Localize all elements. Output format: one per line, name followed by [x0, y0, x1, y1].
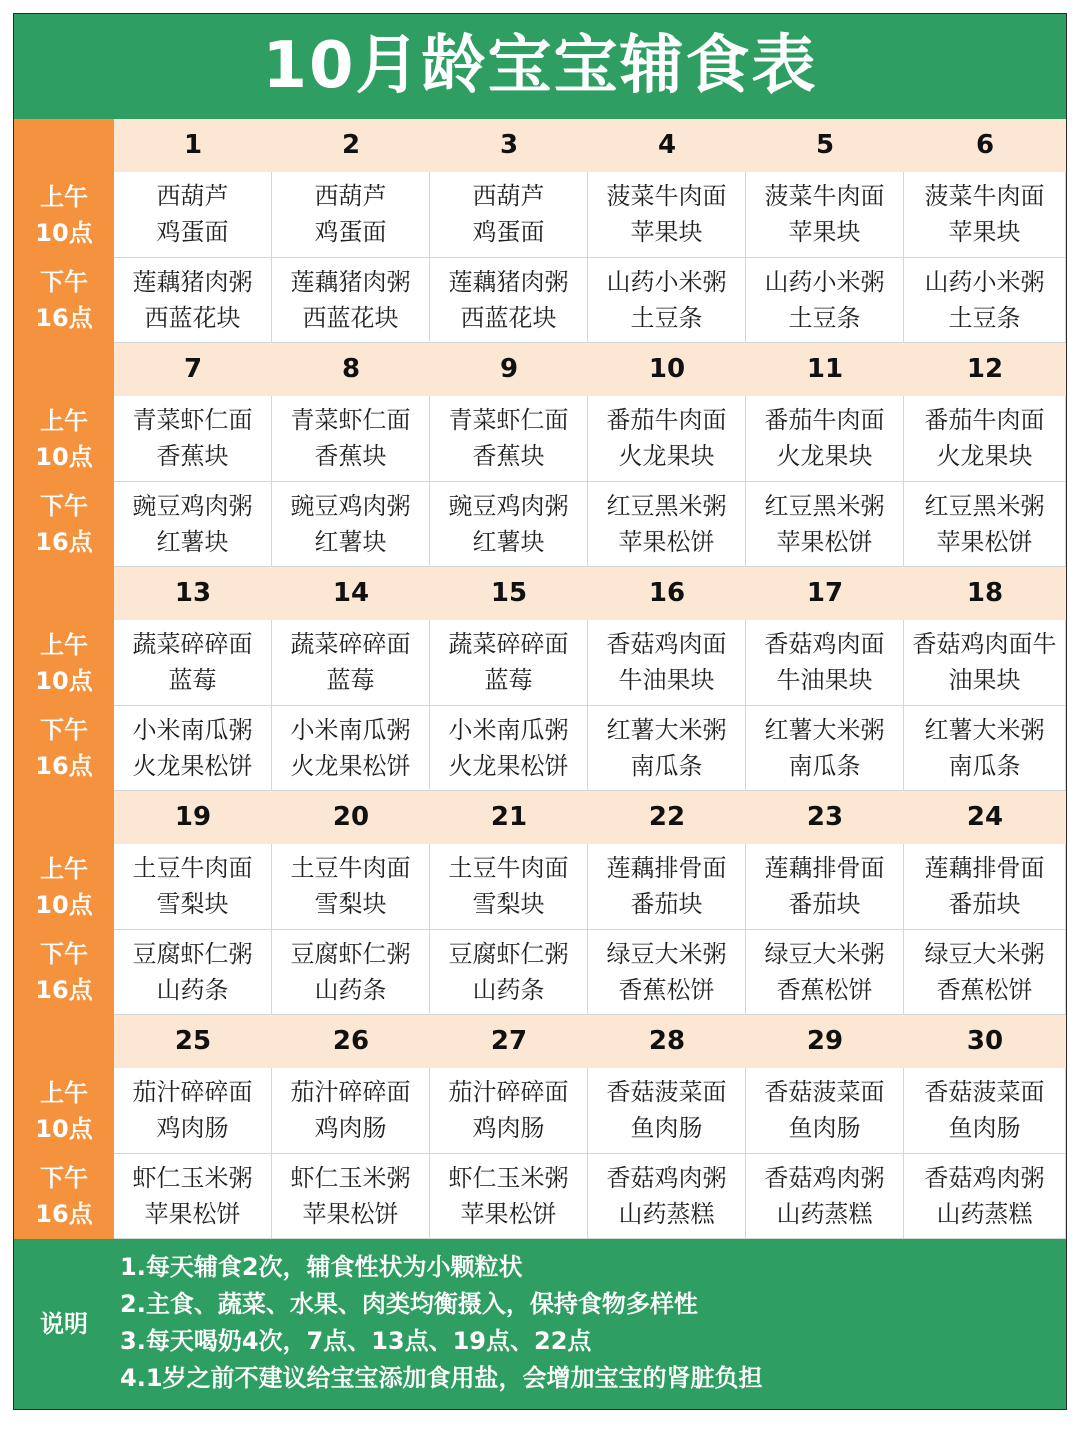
afternoon-meal-cell: [272, 482, 430, 568]
meal-side-dish: 香蕉块: [472, 442, 545, 471]
meal-main-dish: 香菇鸡肉粥: [606, 1163, 727, 1192]
meal-side-dish: 鸡蛋面: [156, 218, 229, 247]
meal-side-dish: 火龙果块: [618, 442, 715, 471]
meal-main-dish: 土豆牛肉面: [290, 854, 411, 883]
meal-main-dish: 青菜虾仁面: [290, 406, 411, 435]
day-number: 17: [806, 578, 844, 608]
meal-side-dish: 香蕉块: [314, 442, 387, 471]
meal-main-dish: 香菇鸡肉面牛: [912, 630, 1057, 659]
meal-side-dish: 西蓝花块: [144, 303, 241, 332]
morning-meal-cell: [114, 396, 272, 482]
morning-meal-cell: [114, 1068, 272, 1154]
page-title: 10月龄宝宝辅食表: [14, 14, 1066, 119]
meal-side-dish: 苹果松饼: [618, 527, 715, 556]
meal-side-dish: 山药条: [314, 975, 387, 1004]
day-number: 13: [174, 578, 212, 608]
afternoon-meal-cell: [904, 1154, 1066, 1240]
meal-side-dish: 牛油果块: [618, 666, 715, 695]
meal-side-dish: 鸡肉肠: [156, 1114, 229, 1143]
meal-side-dish: 火龙果块: [936, 442, 1033, 471]
time-label-line: 16点: [35, 304, 93, 333]
meal-main-dish: 绿豆大米粥: [764, 939, 885, 968]
meal-main-dish: 茄汁碎碎面: [448, 1078, 569, 1107]
time-label-line: 上午: [40, 182, 88, 211]
meal-side-dish: 山药蒸糕: [936, 1199, 1033, 1228]
day-number: 15: [490, 578, 528, 608]
meal-main-dish: 莲藕排骨面: [764, 854, 885, 883]
meal-main-dish: 红豆黑米粥: [924, 491, 1045, 520]
meal-side-dish: 红薯块: [156, 527, 229, 556]
day-number: 2: [341, 130, 361, 160]
meal-main-dish: 虾仁玉米粥: [448, 1163, 569, 1192]
time-label-line: 10点: [35, 442, 93, 471]
time-label-line: 下午: [40, 1164, 88, 1193]
meal-side-dish: 鸡蛋面: [472, 218, 545, 247]
day-number-row: [114, 343, 1066, 396]
notes-list: [120, 1249, 763, 1397]
meal-main-dish: 小米南瓜粥: [132, 715, 253, 744]
meal-side-dish: 苹果松饼: [144, 1199, 241, 1228]
meal-side-dish: 鱼肉肠: [788, 1114, 861, 1143]
afternoon-meal-cell: [746, 258, 904, 344]
meal-side-dish: 苹果块: [630, 218, 703, 247]
meal-side-dish: 火龙果松饼: [448, 751, 569, 780]
meal-main-dish: 豆腐虾仁粥: [132, 939, 253, 968]
time-label-line: 16点: [35, 752, 93, 781]
day-number: 28: [648, 1026, 686, 1056]
morning-time-label: [14, 1068, 114, 1154]
time-label-line: 10点: [35, 666, 93, 695]
day-number: 5: [815, 130, 835, 160]
day-number: 3: [499, 130, 519, 160]
meal-main-dish: 青菜虾仁面: [448, 406, 569, 435]
afternoon-meal-cell: [114, 706, 272, 792]
afternoon-meal-cell: [588, 482, 746, 568]
afternoon-meal-cell: [430, 930, 588, 1016]
meal-side-dish: 鸡肉肠: [472, 1114, 545, 1143]
meal-grid: [14, 119, 1066, 1239]
meal-side-dish: 蓝莓: [326, 666, 375, 695]
day-number: 27: [490, 1026, 528, 1056]
meal-main-dish: 西葫芦: [314, 182, 387, 211]
time-label-line: 下午: [40, 492, 88, 521]
meal-side-dish: 山药条: [156, 975, 229, 1004]
meal-side-dish: 火龙果松饼: [132, 751, 253, 780]
morning-meal-cell: [588, 844, 746, 930]
day-number: 16: [648, 578, 686, 608]
meal-main-dish: 茄汁碎碎面: [290, 1078, 411, 1107]
meal-side-dish: 土豆条: [788, 303, 861, 332]
afternoon-meal-cell: [272, 930, 430, 1016]
day-number: 25: [174, 1026, 212, 1056]
meal-side-dish: 火龙果松饼: [290, 751, 411, 780]
meal-main-dish: 香菇鸡肉面: [606, 630, 727, 659]
day-number-row: [114, 119, 1066, 172]
time-label-line: 下午: [40, 940, 88, 969]
note-item: 2.主食、蔬菜、水果、肉类均衡摄入，保持食物多样性: [120, 1290, 698, 1318]
afternoon-meal-cell: [114, 258, 272, 344]
morning-meal-cell: [272, 172, 430, 258]
meal-side-dish: 南瓜条: [630, 751, 703, 780]
meal-side-dish: 红薯块: [314, 527, 387, 556]
meal-main-dish: 番茄牛肉面: [606, 406, 727, 435]
meal-side-dish: 蓝莓: [168, 666, 217, 695]
notes-label: 说明: [40, 1310, 88, 1338]
meal-side-dish: 南瓜条: [948, 751, 1021, 780]
meal-main-dish: 香菇菠菜面: [606, 1078, 727, 1107]
morning-meal-cell: [430, 172, 588, 258]
morning-time-label: [14, 172, 114, 258]
meal-side-dish: 山药条: [472, 975, 545, 1004]
meal-main-dish: 红薯大米粥: [924, 715, 1045, 744]
meal-main-dish: 西葫芦: [156, 182, 229, 211]
morning-meal-cell: [904, 1068, 1066, 1154]
meal-main-dish: 山药小米粥: [764, 267, 885, 296]
afternoon-meal-cell: [114, 482, 272, 568]
time-label-line: 10点: [35, 1114, 93, 1143]
meal-side-dish: 油果块: [948, 666, 1021, 695]
afternoon-meal-cell: [272, 1154, 430, 1240]
meal-main-dish: 绿豆大米粥: [924, 939, 1045, 968]
morning-meal-cell: [746, 844, 904, 930]
afternoon-meal-cell: [746, 482, 904, 568]
afternoon-meal-cell: [272, 258, 430, 344]
morning-meal-cell: [904, 844, 1066, 930]
meal-main-dish: 莲藕猪肉粥: [448, 267, 569, 296]
meal-side-dish: 苹果松饼: [776, 527, 873, 556]
meal-side-dish: 香蕉松饼: [618, 975, 715, 1004]
meal-side-dish: 雪梨块: [472, 890, 545, 919]
meal-side-dish: 苹果松饼: [460, 1199, 557, 1228]
meal-main-dish: 山药小米粥: [924, 267, 1045, 296]
morning-meal-cell: [746, 396, 904, 482]
meal-side-dish: 香蕉块: [156, 442, 229, 471]
time-label-line: 16点: [35, 528, 93, 557]
day-number: 29: [806, 1026, 844, 1056]
meal-side-dish: 蓝莓: [484, 666, 533, 695]
morning-meal-cell: [430, 844, 588, 930]
morning-meal-cell: [746, 620, 904, 706]
afternoon-meal-cell: [114, 930, 272, 1016]
morning-meal-cell: [588, 172, 746, 258]
time-label-line: 10点: [35, 890, 93, 919]
afternoon-meal-cell: [904, 258, 1066, 344]
afternoon-time-label: [14, 706, 114, 792]
meal-side-dish: 鸡蛋面: [314, 218, 387, 247]
morning-meal-cell: [272, 844, 430, 930]
afternoon-time-label: [14, 930, 114, 1016]
meal-side-dish: 西蓝花块: [460, 303, 557, 332]
day-number: 6: [975, 130, 995, 160]
morning-meal-cell: [588, 1068, 746, 1154]
day-number: 12: [966, 354, 1004, 384]
meal-main-dish: 香菇鸡肉面: [764, 630, 885, 659]
morning-meal-cell: [430, 396, 588, 482]
afternoon-meal-cell: [904, 930, 1066, 1016]
note-item: 3.每天喝奶4次，7点、13点、19点、22点: [120, 1327, 592, 1355]
meal-main-dish: 西葫芦: [472, 182, 545, 211]
meal-side-dish: 鱼肉肠: [948, 1114, 1021, 1143]
meal-main-dish: 菠菜牛肉面: [764, 182, 885, 211]
meal-main-dish: 山药小米粥: [606, 267, 727, 296]
afternoon-meal-cell: [746, 706, 904, 792]
meal-side-dish: 山药蒸糕: [776, 1199, 873, 1228]
meal-main-dish: 红薯大米粥: [606, 715, 727, 744]
meal-main-dish: 茄汁碎碎面: [132, 1078, 253, 1107]
time-label-line: 下午: [40, 716, 88, 745]
meal-main-dish: 香菇鸡肉粥: [924, 1163, 1045, 1192]
afternoon-meal-cell: [588, 1154, 746, 1240]
day-number: 23: [806, 802, 844, 832]
afternoon-time-label: [14, 482, 114, 568]
afternoon-meal-cell: [588, 258, 746, 344]
meal-side-dish: 苹果松饼: [302, 1199, 399, 1228]
meal-side-dish: 番茄块: [948, 890, 1021, 919]
meal-main-dish: 莲藕猪肉粥: [132, 267, 253, 296]
afternoon-meal-cell: [904, 706, 1066, 792]
day-number: 7: [183, 354, 203, 384]
morning-meal-cell: [114, 620, 272, 706]
meal-side-dish: 西蓝花块: [302, 303, 399, 332]
morning-meal-cell: [746, 1068, 904, 1154]
meal-side-dish: 南瓜条: [788, 751, 861, 780]
meal-main-dish: 红薯大米粥: [764, 715, 885, 744]
meal-main-dish: 莲藕猪肉粥: [290, 267, 411, 296]
morning-meal-cell: [746, 172, 904, 258]
day-number: 18: [966, 578, 1004, 608]
afternoon-meal-cell: [588, 930, 746, 1016]
meal-side-dish: 香蕉松饼: [936, 975, 1033, 1004]
morning-meal-cell: [430, 1068, 588, 1154]
meal-main-dish: 小米南瓜粥: [290, 715, 411, 744]
afternoon-meal-cell: [430, 258, 588, 344]
meal-main-dish: 小米南瓜粥: [448, 715, 569, 744]
afternoon-meal-cell: [746, 1154, 904, 1240]
morning-meal-cell: [430, 620, 588, 706]
meal-main-dish: 豆腐虾仁粥: [290, 939, 411, 968]
meal-main-dish: 香菇菠菜面: [764, 1078, 885, 1107]
time-label-line: 10点: [35, 218, 93, 247]
afternoon-meal-cell: [746, 930, 904, 1016]
meal-main-dish: 番茄牛肉面: [924, 406, 1045, 435]
afternoon-meal-cell: [430, 482, 588, 568]
meal-main-dish: 豌豆鸡肉粥: [448, 491, 569, 520]
afternoon-time-label: [14, 258, 114, 344]
meal-main-dish: 豌豆鸡肉粥: [132, 491, 253, 520]
day-number: 26: [332, 1026, 370, 1056]
morning-meal-cell: [114, 844, 272, 930]
afternoon-meal-cell: [272, 706, 430, 792]
meal-main-dish: 莲藕排骨面: [924, 854, 1045, 883]
morning-meal-cell: [588, 396, 746, 482]
time-label-line: 上午: [40, 630, 88, 659]
meal-side-dish: 红薯块: [472, 527, 545, 556]
meal-main-dish: 虾仁玉米粥: [132, 1163, 253, 1192]
meal-side-dish: 苹果块: [788, 218, 861, 247]
day-number-row: [114, 1015, 1066, 1068]
morning-meal-cell: [588, 620, 746, 706]
meal-side-dish: 山药蒸糕: [618, 1199, 715, 1228]
meal-side-dish: 番茄块: [788, 890, 861, 919]
meal-main-dish: 土豆牛肉面: [132, 854, 253, 883]
meal-main-dish: 蔬菜碎碎面: [448, 630, 569, 659]
meal-main-dish: 菠菜牛肉面: [924, 182, 1045, 211]
meal-main-dish: 香菇菠菜面: [924, 1078, 1045, 1107]
meal-main-dish: 蔬菜碎碎面: [290, 630, 411, 659]
day-number: 14: [332, 578, 370, 608]
day-number: 30: [966, 1026, 1004, 1056]
meal-side-dish: 土豆条: [948, 303, 1021, 332]
day-number-row: [114, 567, 1066, 620]
afternoon-time-label: [14, 1154, 114, 1240]
meal-side-dish: 苹果块: [948, 218, 1021, 247]
morning-meal-cell: [904, 396, 1066, 482]
time-label-line: 上午: [40, 406, 88, 435]
meal-main-dish: 红豆黑米粥: [606, 491, 727, 520]
notes-section: [14, 1239, 1066, 1409]
day-number-row: [114, 791, 1066, 844]
note-item: 4.1岁之前不建议给宝宝添加食用盐，会增加宝宝的肾脏负担: [120, 1364, 763, 1392]
meal-main-dish: 香菇鸡肉粥: [764, 1163, 885, 1192]
time-label-line: 上午: [40, 1078, 88, 1107]
morning-meal-cell: [904, 172, 1066, 258]
afternoon-meal-cell: [430, 706, 588, 792]
meal-main-dish: 菠菜牛肉面: [606, 182, 727, 211]
time-label-line: 16点: [35, 976, 93, 1005]
morning-meal-cell: [904, 620, 1066, 706]
meal-side-dish: 牛油果块: [776, 666, 873, 695]
day-number: 4: [657, 130, 677, 160]
meal-main-dish: 豌豆鸡肉粥: [290, 491, 411, 520]
day-number: 24: [966, 802, 1004, 832]
day-number: 22: [648, 802, 686, 832]
morning-time-label: [14, 396, 114, 482]
meal-main-dish: 土豆牛肉面: [448, 854, 569, 883]
morning-meal-cell: [272, 396, 430, 482]
morning-meal-cell: [272, 1068, 430, 1154]
day-number: 8: [341, 354, 361, 384]
meal-side-dish: 土豆条: [630, 303, 703, 332]
afternoon-meal-cell: [588, 706, 746, 792]
meal-main-dish: 莲藕排骨面: [606, 854, 727, 883]
meal-side-dish: 雪梨块: [156, 890, 229, 919]
meal-side-dish: 香蕉松饼: [776, 975, 873, 1004]
meal-side-dish: 苹果松饼: [936, 527, 1033, 556]
meal-side-dish: 火龙果块: [776, 442, 873, 471]
meal-main-dish: 青菜虾仁面: [132, 406, 253, 435]
time-label-line: 上午: [40, 854, 88, 883]
time-label-line: 下午: [40, 268, 88, 297]
day-number: 1: [183, 130, 203, 160]
morning-meal-cell: [114, 172, 272, 258]
meal-main-dish: 番茄牛肉面: [764, 406, 885, 435]
meal-main-dish: 蔬菜碎碎面: [132, 630, 253, 659]
meal-main-dish: 红豆黑米粥: [764, 491, 885, 520]
day-number: 9: [499, 354, 519, 384]
day-number: 19: [174, 802, 212, 832]
day-number: 20: [332, 802, 370, 832]
meal-side-dish: 鱼肉肠: [630, 1114, 703, 1143]
morning-meal-cell: [272, 620, 430, 706]
day-number: 10: [648, 354, 686, 384]
note-item: 1.每天辅食2次，辅食性状为小颗粒状: [120, 1253, 523, 1281]
meal-main-dish: 绿豆大米粥: [606, 939, 727, 968]
meal-main-dish: 虾仁玉米粥: [290, 1163, 411, 1192]
meal-plan-sheet: [13, 13, 1067, 1410]
afternoon-meal-cell: [430, 1154, 588, 1240]
day-number: 11: [806, 354, 844, 384]
meal-side-dish: 鸡肉肠: [314, 1114, 387, 1143]
afternoon-meal-cell: [114, 1154, 272, 1240]
meal-side-dish: 雪梨块: [314, 890, 387, 919]
meal-main-dish: 豆腐虾仁粥: [448, 939, 569, 968]
day-number: 21: [490, 802, 528, 832]
afternoon-meal-cell: [904, 482, 1066, 568]
time-label-line: 16点: [35, 1200, 93, 1229]
morning-time-label: [14, 620, 114, 706]
morning-time-label: [14, 844, 114, 930]
meal-side-dish: 番茄块: [630, 890, 703, 919]
